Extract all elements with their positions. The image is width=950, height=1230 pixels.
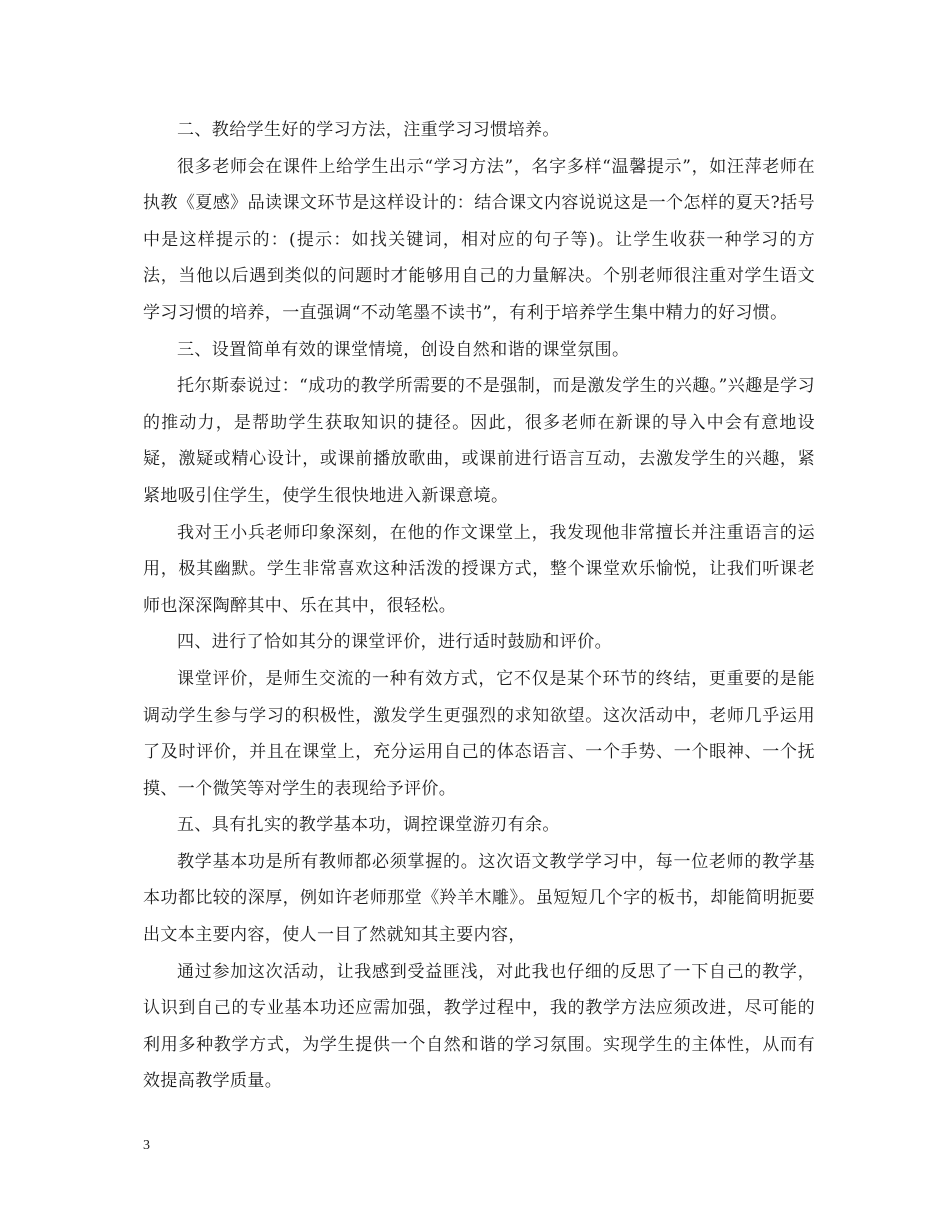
heading-three: 三、设置简单有效的课堂情境，创设自然和谐的课堂氛围。	[177, 339, 630, 360]
paragraph-learning-methods: 很多老师会在课件上给学生出示“学习方法”，名字多样“温馨提示”，如汪萍老师在执教《夏感》品读课文环节是这样设计的：结合课文内容说说这是一个怎样的夏天?括号中是这样提示的：(提示：如找关键词，相对应的句子等)。让学生收获一种学习的方法，当他以后遇到类似的问题时才能够用自己的力量解决。个别老师很注重对学生语文学习习惯的培养，一直强调“不动笔墨不读书”，有利于培养学生集中精力的好习惯。	[143, 156, 815, 323]
paragraph-interest: 托尔斯泰说过：“成功的教学所需要的不是强制，而是激发学生的兴趣。”兴趣是学习的推动力，是帮助学生获取知识的捷径。因此，很多老师在新课的导入中会有意地设疑，激疑或精心设计，或课前播放歌曲，或课前进行语言互动，去激发学生的兴趣，紧紧地吸引住学生，使学生很快地进入新课意境。	[143, 376, 815, 506]
page-number: 3	[143, 1138, 150, 1153]
paragraph-basic-skills: 教学基本功是所有教师都必须掌握的。这次语文教学学习中，每一位老师的教学基本功都比较的深厚，例如许老师那堂《羚羊木雕》。虽短短几个字的板书，却能简明扼要出文本主要内容，使人一目了然就知其主要内容，	[143, 851, 815, 946]
heading-four: 四、进行了恰如其分的课堂评价，进行适时鼓励和评价。	[177, 632, 612, 653]
heading-five: 五、具有扎实的教学基本功，调控课堂游刃有余。	[177, 815, 560, 836]
paragraph-reflection: 通过参加这次活动，让我感到受益匪浅，对此我也仔细的反思了一下自己的教学，认识到自己的专业基本功还应需加强，教学过程中，我的教学方法应须改进，尽可能的利用多种教学方式，为学生提供一个自然和谐的学习氛围。实现学生的主体性，从而有效提高教学质量。	[143, 961, 815, 1092]
document-body	[143, 112, 815, 1100]
paragraph-evaluation: 课堂评价，是师生交流的一种有效方式，它不仅是某个环节的终结，更重要的是能调动学生参与学习的积极性，激发学生更强烈的求知欲望。这次活动中，老师几乎运用了及时评价，并且在课堂上，充分运用自己的体态语言、一个手势、一个眼神、一个抚摸、一个微笑等对学生的表现给予评价。	[143, 668, 815, 799]
paragraph-teacher-wang: 我对王小兵老师印象深刻，在他的作文课堂上，我发现他非常擅长并注重语言的运用，极其幽默。学生非常喜欢这种活泼的授课方式，整个课堂欢乐愉悦，让我们听课老师也深深陶醉其中、乐在其中，很轻松。	[143, 522, 815, 616]
heading-two: 二、教给学生好的学习方法，注重学习习惯培养。	[177, 120, 560, 140]
